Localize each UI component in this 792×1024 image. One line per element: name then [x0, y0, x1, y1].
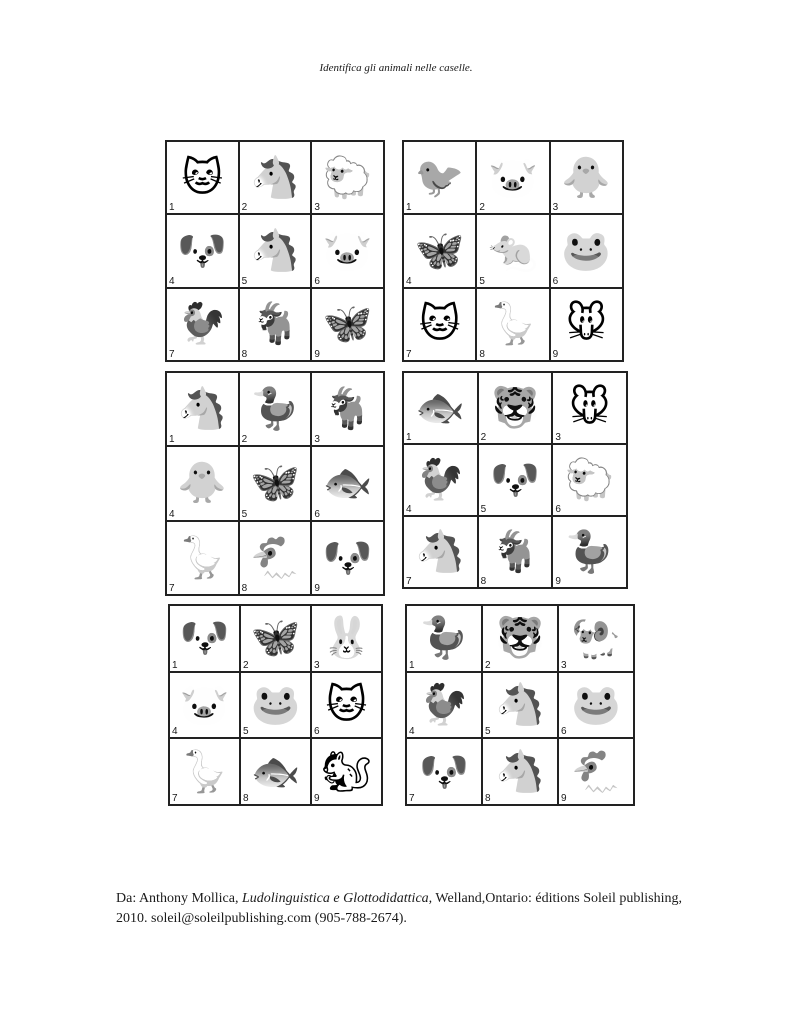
dog-icon: 🐶 [322, 534, 373, 581]
source-prefix: Da: Anthony Mollica, [116, 891, 242, 906]
animal-cell [311, 372, 384, 446]
cell-number: 2 [479, 202, 485, 214]
cell-number: 9 [561, 792, 567, 804]
animal-cell [169, 672, 240, 739]
cell-number: 4 [406, 504, 412, 515]
dog-icon: 🐶 [490, 457, 540, 503]
cell-number: 5 [480, 504, 487, 515]
animal-cell [482, 605, 558, 672]
animal-cell [239, 521, 312, 595]
goose-icon: 🪿 [488, 301, 538, 348]
cell-number: 4 [172, 726, 178, 738]
page-title: Identifica gli animali nelle caselle. [319, 62, 473, 74]
butterfly-icon: 🦋 [414, 227, 465, 274]
lamb-icon: 🐑 [564, 457, 615, 503]
cell-number: 6 [314, 726, 320, 738]
cell-number: 7 [172, 792, 178, 804]
cell-number: 8 [480, 576, 487, 587]
animal-cell [558, 738, 634, 805]
duck-icon: 🦆 [564, 529, 615, 575]
goat-icon: 🐐 [322, 386, 373, 433]
cell-number: 4 [406, 275, 412, 287]
dog-icon: 🐶 [419, 748, 469, 795]
animal-cell [240, 605, 311, 672]
cell-number: 5 [485, 726, 491, 738]
animal-cell [478, 444, 553, 516]
cat-icon: 🐱 [181, 154, 224, 201]
cell-number: 8 [241, 583, 248, 594]
horse-icon: 🐴 [250, 154, 300, 201]
cell-number: 1 [406, 202, 412, 214]
butterfly-icon: 🦋 [250, 460, 300, 507]
hen-icon: 🐔 [571, 748, 621, 795]
animal-cell [552, 516, 627, 588]
animal-cell [406, 738, 482, 805]
animal-cell [166, 372, 239, 446]
cell-number: 7 [406, 576, 412, 587]
rooster-icon: 🐓 [419, 681, 469, 728]
cat-icon: 🐱 [325, 681, 368, 728]
cell-number: 9 [314, 583, 320, 594]
source-rest: Welland,Ontario: éditions Soleil publishing, 2010. soleil@soleilpublishing.com (905-788-2674). [116, 891, 682, 926]
dog-icon: 🐶 [179, 615, 230, 662]
animal-cell [239, 446, 312, 520]
horse-icon: 🐴 [495, 748, 545, 795]
cell-number: 1 [169, 434, 175, 446]
duck-icon: 🦆 [250, 386, 300, 433]
animal-cell [239, 214, 312, 287]
donkey-icon: 🐴 [177, 386, 228, 433]
cell-number: 1 [169, 202, 175, 214]
animal-grid-6 [405, 604, 635, 806]
donkey-icon: 🐴 [495, 681, 545, 728]
donkey-icon: 🐴 [415, 529, 466, 575]
animal-cell [478, 372, 553, 444]
squirrel-icon: 🐿 [321, 748, 372, 795]
animal-cell [311, 738, 382, 805]
cell-number: 5 [243, 726, 249, 738]
animal-grid-1 [165, 140, 385, 362]
animal-cell [311, 521, 384, 595]
animal-cell [478, 516, 553, 588]
butterfly-icon: 🦋 [322, 301, 373, 348]
cell-number: 7 [169, 349, 175, 360]
cell-number: 9 [555, 576, 561, 587]
animal-cell [558, 672, 634, 739]
animal-cell [552, 444, 627, 516]
fish-icon: 🐟 [322, 460, 373, 507]
fish-icon: 🐟 [250, 748, 301, 795]
animal-cell [550, 141, 623, 214]
cell-number: 8 [485, 792, 491, 804]
mouse-icon: 🐭 [568, 385, 611, 431]
cat-icon: 🐱 [418, 301, 461, 348]
cell-number: 6 [552, 275, 559, 287]
cell-number: 3 [561, 659, 567, 671]
duck-icon: 🦆 [419, 615, 469, 662]
animal-cell [169, 605, 240, 672]
lamb-icon: 🐑 [322, 154, 373, 201]
cell-number: 4 [169, 508, 175, 520]
chick-icon: 🐥 [177, 460, 228, 507]
animal-cell [476, 214, 549, 287]
animal-grid-5 [168, 604, 383, 806]
rat-icon: 🐀 [488, 227, 538, 274]
animal-cell [476, 288, 549, 361]
dog-icon: 🐶 [177, 227, 228, 274]
butterfly-icon: 🦋 [250, 615, 301, 662]
cell-number: 2 [241, 434, 248, 446]
cell-number: 7 [409, 792, 415, 804]
cell-number: 4 [169, 275, 175, 287]
goose-icon: 🪿 [179, 748, 230, 795]
animal-cell [403, 288, 476, 361]
pig-icon: 🐷 [488, 154, 538, 201]
cell-number: 8 [243, 792, 249, 804]
cell-number: 9 [552, 349, 559, 360]
rooster-icon: 🐓 [177, 301, 228, 348]
frog-icon: 🐸 [571, 681, 621, 728]
donkey-icon: 🐴 [250, 227, 300, 274]
animal-cell [482, 672, 558, 739]
cell-number: 1 [172, 659, 178, 671]
animal-cell [552, 372, 627, 444]
animal-grid-3 [165, 371, 385, 596]
cell-number: 5 [241, 275, 248, 287]
goat-icon: 🐐 [490, 529, 540, 575]
animal-cell [482, 738, 558, 805]
bird-icon: 🐦 [414, 154, 465, 201]
animal-cell [403, 444, 478, 516]
animal-cell [403, 214, 476, 287]
cell-number: 6 [314, 275, 320, 287]
frog-icon: 🐸 [250, 681, 301, 728]
cell-number: 5 [479, 275, 485, 287]
animal-cell [166, 288, 239, 361]
animal-cell [166, 446, 239, 520]
frog-icon: 🐸 [561, 227, 612, 274]
pig-icon: 🐷 [322, 227, 373, 274]
cell-number: 5 [241, 508, 248, 520]
animal-cell [240, 672, 311, 739]
chick-icon: 🐥 [561, 154, 612, 201]
animal-cell [240, 738, 311, 805]
animal-cell [311, 446, 384, 520]
animal-grid-2 [402, 140, 624, 362]
goat-icon: 🐐 [250, 301, 300, 348]
cell-number: 3 [552, 202, 559, 214]
animal-cell [166, 214, 239, 287]
rabbit-icon: 🐰 [321, 615, 372, 662]
animal-cell [311, 605, 382, 672]
source-book-title: Ludolinguistica e Glottodidattica, [242, 891, 433, 906]
animal-cell [166, 521, 239, 595]
tiger-icon: 🐯 [495, 615, 545, 662]
animal-cell [406, 672, 482, 739]
animal-cell [550, 214, 623, 287]
cell-number: 9 [314, 349, 320, 360]
cell-number: 3 [555, 432, 561, 443]
cell-number: 1 [409, 659, 415, 671]
animal-cell [476, 141, 549, 214]
animal-cell [550, 288, 623, 361]
hen-icon: 🐔 [250, 534, 300, 581]
pig-icon: 🐷 [179, 681, 230, 728]
animal-cell [169, 738, 240, 805]
animal-cell [239, 288, 312, 361]
cell-number: 8 [241, 349, 248, 360]
cell-number: 7 [406, 349, 412, 360]
animal-cell [311, 141, 384, 214]
animal-cell [311, 214, 384, 287]
cell-number: 2 [241, 202, 248, 214]
cell-number: 9 [314, 792, 320, 804]
animal-grid-4 [402, 371, 628, 589]
cell-number: 2 [243, 659, 249, 671]
sheep-icon: 🐏 [571, 615, 621, 662]
animal-cell [239, 141, 312, 214]
animal-cell [166, 141, 239, 214]
cell-number: 4 [409, 726, 415, 738]
cell-number: 3 [314, 202, 320, 214]
cell-number: 3 [314, 659, 320, 671]
source-citation [116, 889, 696, 929]
animal-cell [558, 605, 634, 672]
cell-number: 8 [479, 349, 485, 360]
tiger-icon: 🐯 [490, 385, 540, 431]
cell-number: 6 [555, 504, 561, 515]
animal-cell [406, 605, 482, 672]
cell-number: 2 [480, 432, 487, 443]
cell-number: 6 [561, 726, 567, 738]
mouse-icon: 🐭 [565, 301, 608, 348]
cell-number: 6 [314, 508, 320, 520]
animal-cell [239, 372, 312, 446]
goose-icon: 🪿 [177, 534, 228, 581]
cell-number: 2 [485, 659, 491, 671]
cell-number: 7 [169, 583, 175, 594]
cell-number: 3 [314, 434, 320, 446]
rooster-icon: 🐓 [415, 457, 466, 503]
cell-number: 1 [406, 432, 412, 443]
animal-cell [403, 141, 476, 214]
fish-icon: 🐟 [415, 385, 466, 431]
animal-cell [311, 672, 382, 739]
animal-cell [403, 516, 478, 588]
animal-cell [311, 288, 384, 361]
animal-cell [403, 372, 478, 444]
